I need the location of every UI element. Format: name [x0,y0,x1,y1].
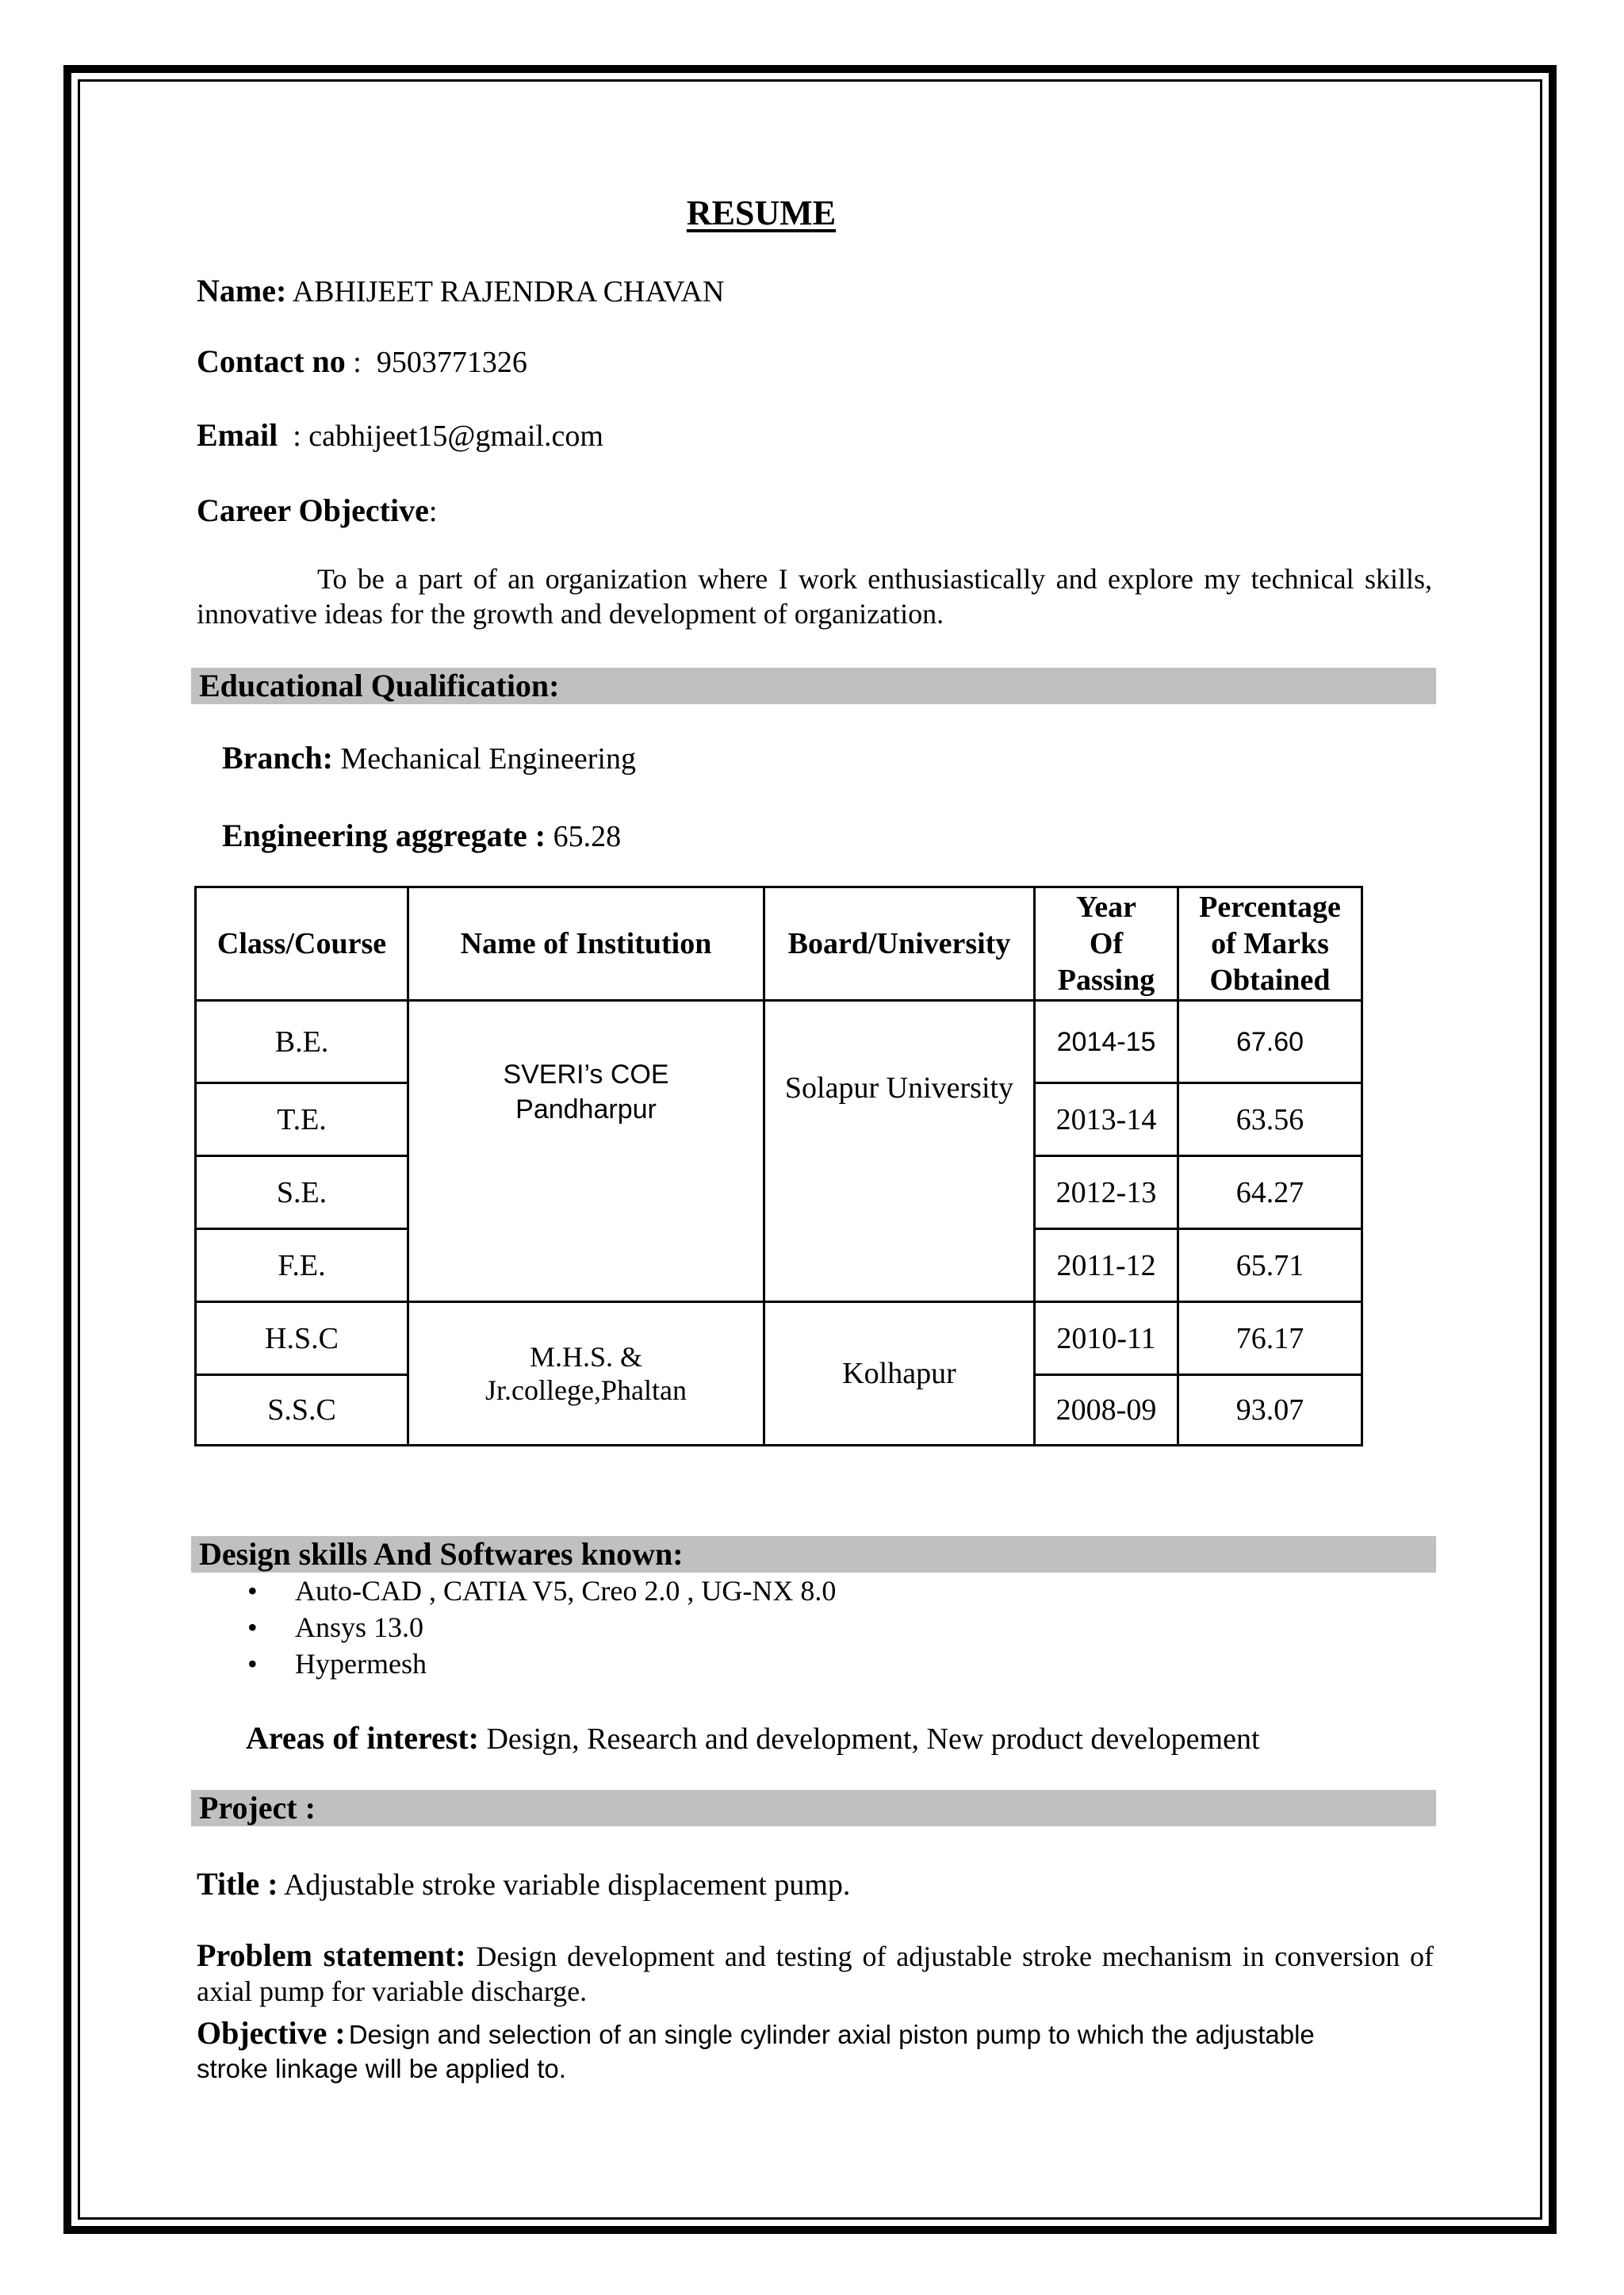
header-institution: Name of Institution [408,887,764,1001]
cell-class: H.S.C [196,1302,408,1375]
cell-institution-mhs [408,1302,764,1446]
cell-class: S.E. [196,1156,408,1229]
list-item: • Ansys 13.0 [238,1609,836,1646]
objective-value-line2: stroke linkage will be applied to. [197,2054,566,2083]
interest-value: Design, Research and development, New product developement [486,1722,1260,1756]
aggregate-line [222,817,621,854]
aggregate-value: 65.28 [553,820,622,853]
cell-year: 2008-09 [1035,1375,1178,1446]
project-title-line [197,1865,850,1902]
aggregate-label: Engineering aggregate : [222,818,546,853]
objective-label: Objective : [197,2015,346,2051]
header-percentage [1178,887,1362,1001]
contact-label: Contact no [197,343,346,379]
email-label: Email [197,417,278,453]
contact-value: 9503771326 [376,346,527,379]
objective-line [197,2014,1315,2052]
project-title-value: Adjustable stroke variable displacement pump. [283,1868,851,1902]
cell-percent: 93.07 [1178,1375,1362,1446]
cell-year: 2010-11 [1035,1302,1178,1375]
cell-year: 2014-15 [1035,1001,1178,1083]
career-objective-heading [197,492,437,529]
cell-institution-sveri [408,1001,764,1302]
problem-statement [197,1938,1434,2009]
header-pct-line1: Percentage [1199,891,1341,924]
cell-percent: 63.56 [1178,1083,1362,1156]
list-item: • Hypermesh [238,1646,836,1682]
cell-percent: 76.17 [1178,1302,1362,1375]
career-colon: : [428,495,438,528]
name-value: ABHIJEET RAJENDRA CHAVAN [292,275,725,308]
cell-percent: 64.27 [1178,1156,1362,1229]
table-row [196,1001,1362,1083]
resume-title: RESUME [686,193,837,232]
inst-sveri-line2: Pandharpur [515,1094,657,1125]
cell-class: T.E. [196,1083,408,1156]
cell-class: B.E. [196,1001,408,1083]
problem-label: Problem statement: [197,1937,466,1973]
cell-percent: 67.60 [1178,1001,1362,1083]
name-line [197,272,724,309]
inst-mhs-line1: M.H.S. & [529,1341,643,1373]
email-line [197,416,603,454]
table-header-row [196,887,1362,1001]
email-sep: : [278,420,309,453]
header-year-line1: Year [1076,891,1136,924]
objective-value-line1: Design and selection of an single cylinder axial piston pump to which the adjustable [348,2020,1315,2049]
cell-class: S.S.C [196,1375,408,1446]
project-heading: Project : [191,1790,1436,1826]
project-title-label: Title : [197,1866,278,1902]
branch-label: Branch: [222,740,333,776]
contact-sep: : [345,346,377,379]
header-year-line2: Of [1089,927,1124,960]
education-heading: Educational Qualification: [191,668,1436,704]
cell-class: F.E. [196,1229,408,1302]
branch-line [222,739,636,776]
header-year-line3: Passing [1057,964,1155,997]
contact-line [197,343,527,380]
header-year [1035,887,1178,1001]
skills-heading: Design skills And Softwares known: [191,1536,1436,1573]
education-table [194,886,1363,1446]
inst-sveri-line1: SVERI’s COE [503,1059,669,1090]
interest-line [246,1719,1260,1757]
header-class: Class/Course [196,887,408,1001]
header-pct-line3: Obtained [1209,964,1331,997]
cell-percent: 65.71 [1178,1229,1362,1302]
cell-board-solapur: Solapur University [764,1001,1035,1302]
list-item: • Auto-CAD , CATIA V5, Creo 2.0 , UG-NX 8.0 [238,1573,836,1609]
interest-label: Areas of interest: [246,1720,479,1756]
cell-year: 2013-14 [1035,1083,1178,1156]
header-board: Board/University [764,887,1035,1001]
career-label: Career Objective [197,492,429,528]
career-objective-text: To be a part of an organization where I work enthusiastically and explore my technical skills, innovative ideas for the growth and development of organization. [197,563,1432,630]
inst-mhs-line2: Jr.college,Phaltan [485,1374,687,1406]
email-value: cabhijeet15@gmail.com [308,420,603,453]
skills-list [238,1573,836,1682]
branch-value: Mechanical Engineering [340,742,636,776]
cell-board-kolhapur: Kolhapur [764,1302,1035,1446]
header-pct-line2: of Marks [1211,927,1329,960]
name-label: Name: [197,273,287,308]
cell-year: 2012-13 [1035,1156,1178,1229]
table-row [196,1302,1362,1375]
cell-year: 2011-12 [1035,1229,1178,1302]
problem-value: Design development and testing of adjustable stroke mechanism in conversion of axial pump for variable discharge. [197,1941,1434,2007]
